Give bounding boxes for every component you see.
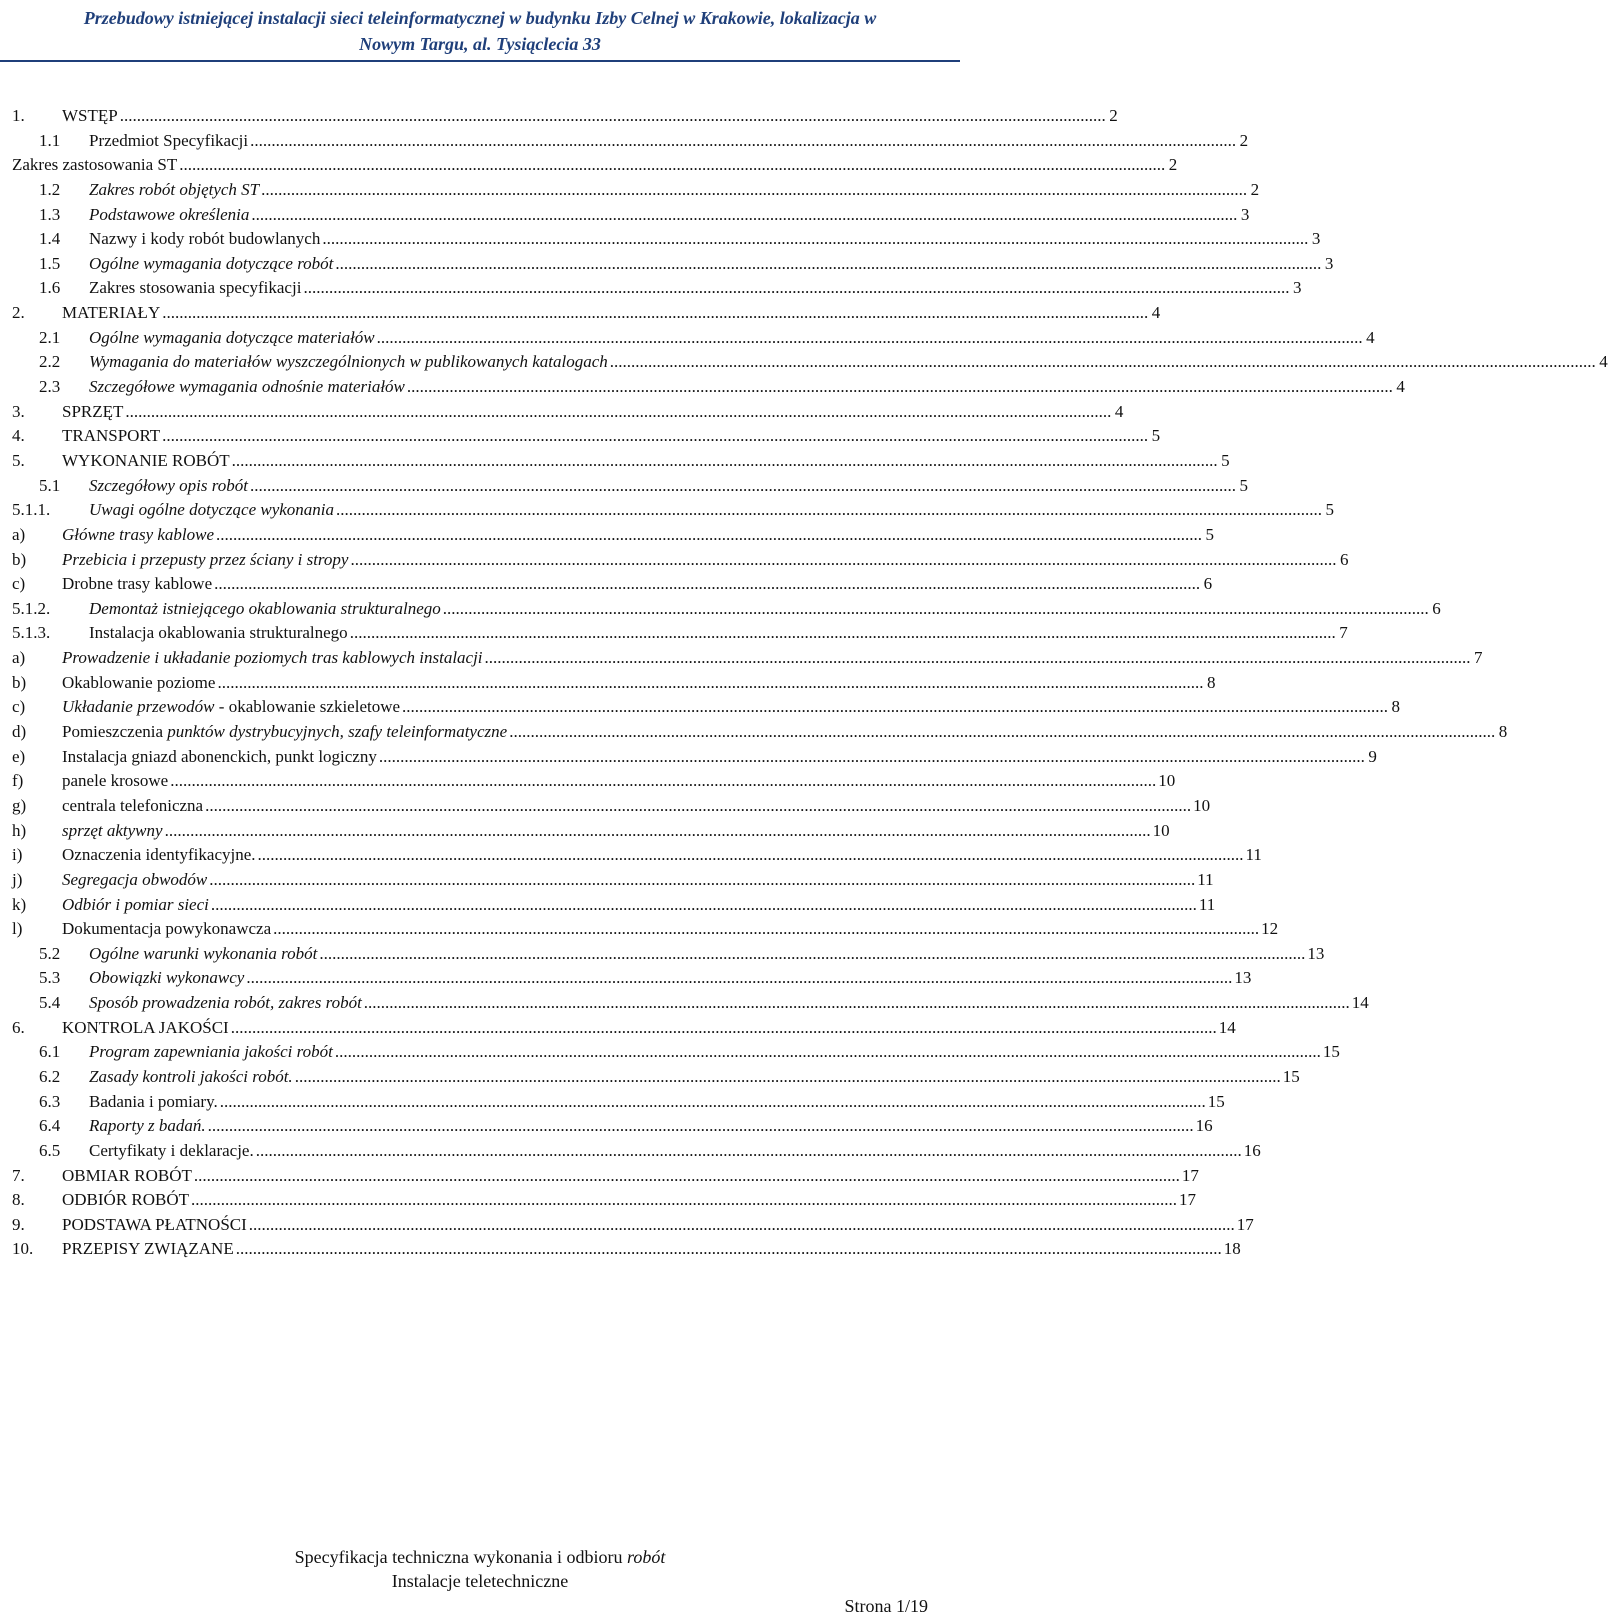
toc-dot-leader xyxy=(379,745,1365,770)
toc-dot-leader xyxy=(216,523,1202,548)
toc-entry-title-part: PRZEPISY ZWIĄZANE xyxy=(62,1239,234,1259)
toc-entry-number: g) xyxy=(12,795,27,815)
toc-entry-title-part: Certyfikaty i deklaracje. xyxy=(89,1140,254,1160)
toc-dot-leader xyxy=(250,129,1236,154)
toc-entry-page: 5 xyxy=(1205,524,1215,544)
toc-entry-title-part: Instalacja okablowania strukturalnego xyxy=(89,623,348,643)
toc-dot-leader xyxy=(261,178,1247,203)
toc-entry-number: 2.2 xyxy=(39,352,61,372)
toc-entry[interactable] xyxy=(12,1016,1236,1041)
toc-entry-page: 16 xyxy=(1195,1116,1213,1136)
toc-dot-leader xyxy=(273,917,1259,942)
toc-entry-page: 18 xyxy=(1223,1239,1241,1259)
table-of-contents xyxy=(12,104,1608,1262)
toc-dot-leader xyxy=(443,597,1429,622)
toc-entry-page: 2 xyxy=(1109,106,1118,125)
toc-entry[interactable] xyxy=(12,178,1260,203)
toc-entry-title-part: ODBIÓR ROBÓT xyxy=(62,1190,190,1210)
toc-dot-leader xyxy=(120,104,1106,129)
toc-entry-title xyxy=(62,819,163,844)
toc-entry[interactable] xyxy=(12,276,1302,301)
header-line-1: Przebudowy istniejącej instalacji sieci teleinformatycznej w budynku Izby Celnej w Krakowie, lokalizacja w xyxy=(83,8,877,28)
toc-entry[interactable] xyxy=(12,252,1334,277)
toc-entry-title-part: Przebicia i przepusty przez ściany i stropy xyxy=(62,549,349,569)
toc-entry-page: 7 xyxy=(1339,623,1348,643)
toc-entry-title-part: Demontaż istniejącego okablowania strukturalnego xyxy=(89,598,441,618)
toc-entry-number: k) xyxy=(12,894,27,914)
toc-dot-leader xyxy=(350,548,1336,573)
toc-entry[interactable] xyxy=(12,1065,1300,1090)
toc-entry-page: 4 xyxy=(1151,303,1161,323)
toc-entry-page: 10 xyxy=(1158,771,1176,791)
toc-entry-number: c) xyxy=(12,574,26,594)
toc-entry-page: 4 xyxy=(1114,401,1124,421)
toc-entry-title xyxy=(62,523,214,548)
toc-entry-number: 5. xyxy=(12,450,25,470)
toc-entry-number: 8. xyxy=(12,1190,25,1210)
toc-entry[interactable] xyxy=(12,1114,1213,1139)
toc-entry-title xyxy=(62,572,212,597)
toc-entry[interactable] xyxy=(12,794,1211,819)
toc-entry-number: e) xyxy=(12,746,26,766)
toc-entry-title xyxy=(62,671,215,696)
toc-entry-title-part: Instalacja gniazd abonenckich, punkt logiczny xyxy=(62,746,377,766)
toc-entry-title-part: Szczegółowy opis robót xyxy=(89,475,248,495)
toc-entry-title xyxy=(62,843,256,868)
toc-dot-leader xyxy=(295,1065,1281,1090)
toc-entry-page: 7 xyxy=(1474,648,1483,668)
toc-entry-title xyxy=(89,991,362,1016)
toc-entry-number: b) xyxy=(12,549,27,569)
toc-entry-title xyxy=(89,326,375,351)
toc-entry[interactable] xyxy=(12,572,1213,597)
toc-entry[interactable] xyxy=(12,474,1248,499)
toc-entry-number: 9. xyxy=(12,1214,25,1234)
toc-dot-leader xyxy=(194,1164,1180,1189)
toc-entry-title xyxy=(89,474,248,499)
toc-entry-number: 1.1 xyxy=(39,130,61,150)
toc-entry-page: 13 xyxy=(1307,943,1325,963)
toc-dot-leader xyxy=(125,400,1111,425)
toc-entry-title xyxy=(89,227,320,252)
toc-entry[interactable] xyxy=(12,129,1249,154)
toc-dot-leader xyxy=(485,646,1471,671)
toc-entry-title xyxy=(89,203,249,228)
toc-entry-page: 5 xyxy=(1151,426,1161,446)
toc-entry-title-part: Program zapewniania jakości robót xyxy=(89,1042,333,1062)
toc-entry[interactable] xyxy=(12,671,1216,696)
toc-entry-number: 6. xyxy=(12,1017,25,1037)
toc-entry-page: 8 xyxy=(1391,697,1401,717)
toc-entry-page: 3 xyxy=(1311,229,1321,249)
toc-entry-title xyxy=(62,449,230,474)
toc-entry[interactable] xyxy=(12,1139,1261,1164)
toc-dot-leader xyxy=(350,621,1336,646)
toc-dot-leader xyxy=(250,474,1236,499)
toc-entry-page: 5 xyxy=(1325,500,1335,520)
toc-entry[interactable] xyxy=(12,523,1215,548)
header-line-2: Nowym Targu, al. Tysiąclecia 33 xyxy=(359,34,601,54)
toc-entry-title xyxy=(62,646,483,671)
toc-entry[interactable] xyxy=(12,375,1405,400)
footer-title xyxy=(0,1545,960,1569)
toc-dot-leader xyxy=(319,942,1305,967)
document-header xyxy=(0,0,960,62)
toc-entry-page: 6 xyxy=(1339,549,1349,569)
toc-dot-leader xyxy=(364,991,1350,1016)
toc-dot-leader xyxy=(208,1114,1194,1139)
toc-entry[interactable] xyxy=(12,597,1441,622)
toc-entry-number: i) xyxy=(12,845,23,865)
toc-entry-title-part: Drobne trasy kablowe xyxy=(62,574,213,594)
toc-entry-title-part: Przedmiot Specyfikacji xyxy=(89,130,249,150)
toc-entry-number: 6.1 xyxy=(39,1042,61,1062)
toc-entry[interactable] xyxy=(12,548,1349,573)
toc-entry-title-part: Oznaczenia identyfikacyjne. xyxy=(62,845,256,865)
toc-entry-title-part: Uwagi ogólne dotyczące wykonania xyxy=(89,500,335,520)
toc-dot-leader xyxy=(256,1139,1242,1164)
toc-entry-title xyxy=(62,301,160,326)
toc-entry-page: 3 xyxy=(1324,253,1334,273)
toc-entry-title xyxy=(89,1090,218,1115)
toc-entry-number: 2.1 xyxy=(39,327,61,347)
toc-entry-title-part: KONTROLA JAKOŚCI xyxy=(62,1017,229,1037)
toc-entry-title xyxy=(89,597,441,622)
toc-entry-number: l) xyxy=(12,919,23,939)
toc-entry-title xyxy=(62,720,507,745)
footer-subtitle: Instalacje teletechniczne xyxy=(391,1571,569,1591)
toc-dot-leader xyxy=(191,1188,1177,1213)
toc-entry[interactable] xyxy=(12,769,1176,794)
toc-entry[interactable] xyxy=(12,1188,1197,1213)
toc-entry[interactable] xyxy=(12,917,1279,942)
toc-dot-leader xyxy=(170,769,1156,794)
toc-entry-page: 15 xyxy=(1282,1066,1300,1086)
toc-dot-leader xyxy=(165,819,1151,844)
toc-entry[interactable] xyxy=(12,104,1118,129)
toc-entry-title-part: Szczegółowe wymagania odnośnie materiałów xyxy=(89,377,405,397)
toc-entry-title-part: Wymagania do materiałów wyszczególnionych w publikowanych katalogach xyxy=(89,352,608,372)
toc-entry-number: 2.3 xyxy=(39,377,61,397)
toc-entry-number: 6.4 xyxy=(39,1116,61,1136)
toc-entry[interactable] xyxy=(12,942,1325,967)
toc-entry-title xyxy=(89,1139,254,1164)
toc-dot-leader xyxy=(220,1090,1206,1115)
toc-entry-title xyxy=(62,769,168,794)
toc-entry-title xyxy=(62,1164,192,1189)
toc-entry-title xyxy=(89,129,248,154)
toc-entry-title-part: WSTĘP xyxy=(62,106,118,125)
toc-entry-title-part: Ogólne wymagania dotyczące robót xyxy=(89,253,334,273)
toc-dot-leader xyxy=(303,276,1289,301)
toc-dot-leader xyxy=(509,720,1495,745)
toc-entry[interactable] xyxy=(12,868,1214,893)
toc-entry-title-part: centrala telefoniczna xyxy=(62,795,204,815)
toc-entry-title xyxy=(89,178,259,203)
toc-entry-title xyxy=(62,548,348,573)
toc-entry-title xyxy=(89,375,405,400)
toc-entry-number: 1.2 xyxy=(39,179,61,199)
toc-dot-leader xyxy=(336,498,1322,523)
toc-entry-title-part: Sposób prowadzenia robót, zakres robót xyxy=(89,993,362,1013)
toc-entry-number: 10. xyxy=(12,1239,34,1259)
toc-entry-title-part: Podstawowe określenia xyxy=(89,204,250,224)
toc-entry-title-part: TRANSPORT xyxy=(62,426,161,446)
toc-entry-title-part: Zakres stosowania specyfikacji xyxy=(89,278,302,298)
toc-dot-leader xyxy=(231,1016,1217,1041)
toc-entry-number: d) xyxy=(12,722,27,742)
toc-entry-number: 5.4 xyxy=(39,993,61,1013)
toc-entry[interactable] xyxy=(12,745,1377,770)
toc-entry-number: a) xyxy=(12,524,26,544)
toc-entry-title-part: OBMIAR ROBÓT xyxy=(62,1165,192,1185)
toc-entry-number: 2. xyxy=(12,303,25,323)
toc-entry-title xyxy=(62,424,160,449)
toc-entry-title-part: Prowadzenie i układanie poziomych tras kablowych instalacji xyxy=(62,648,483,668)
footer-title-italic: robót xyxy=(627,1547,666,1567)
toc-entry-title-part: Nazwy i kody robót budowlanych xyxy=(89,229,321,249)
toc-entry-title-part: Pomieszczenia xyxy=(62,722,168,742)
toc-entry-title xyxy=(89,276,301,301)
toc-entry-title xyxy=(89,498,334,523)
toc-entry-page: 17 xyxy=(1181,1165,1199,1185)
toc-entry-title-part: Obowiązki wykonawcy xyxy=(89,968,245,988)
toc-dot-leader xyxy=(246,966,1232,991)
toc-entry-title xyxy=(62,893,209,918)
toc-entry-title xyxy=(89,1040,333,1065)
toc-entry-number: b) xyxy=(12,672,27,692)
toc-entry-title xyxy=(89,1114,206,1139)
toc-entry[interactable] xyxy=(12,1164,1199,1189)
toc-entry[interactable] xyxy=(12,991,1369,1016)
toc-entry-page: 3 xyxy=(1292,278,1302,298)
toc-entry-page: 4 xyxy=(1366,327,1375,347)
toc-entry[interactable] xyxy=(12,326,1375,351)
toc-entry-page: 17 xyxy=(1236,1214,1254,1234)
toc-entry-number: 3. xyxy=(12,401,25,421)
toc-entry-page: 15 xyxy=(1322,1042,1340,1062)
toc-entry-number: 5.1.1. xyxy=(12,500,51,520)
toc-entry-title xyxy=(62,1016,229,1041)
toc-dot-leader xyxy=(322,227,1308,252)
page-number: Strona 1/19 xyxy=(844,1596,928,1616)
toc-entry[interactable] xyxy=(12,695,1401,720)
toc-dot-leader xyxy=(407,375,1393,400)
toc-entry-title-part: Zakres zastosowania ST xyxy=(12,155,178,175)
toc-entry-title-part: SPRZĘT xyxy=(62,401,124,421)
toc-entry-title-part: Zakres robót objętych ST xyxy=(89,179,260,199)
toc-entry-title xyxy=(62,1237,234,1262)
toc-entry[interactable] xyxy=(12,720,1508,745)
toc-entry-number: 5.1 xyxy=(39,475,61,495)
toc-entry-title xyxy=(62,917,271,942)
toc-entry-page: 6 xyxy=(1203,574,1213,594)
toc-entry-page: 3 xyxy=(1240,204,1250,224)
toc-entry-title-part: Dokumentacja powykonawcza xyxy=(62,919,272,939)
toc-entry-number: 1.5 xyxy=(39,253,61,273)
toc-entry[interactable] xyxy=(12,893,1216,918)
toc-entry-number: f) xyxy=(12,771,24,791)
toc-entry[interactable] xyxy=(12,1237,1241,1262)
toc-entry[interactable] xyxy=(12,843,1262,868)
toc-entry-page: 14 xyxy=(1351,993,1369,1013)
toc-dot-leader xyxy=(236,1237,1222,1262)
toc-entry[interactable] xyxy=(12,966,1252,991)
toc-dot-leader xyxy=(251,203,1237,228)
toc-entry-number: j) xyxy=(12,869,23,889)
toc-entry-title-part: WYKONANIE ROBÓT xyxy=(62,450,230,470)
toc-entry-number: a) xyxy=(12,648,26,668)
toc-entry-page: 5 xyxy=(1221,450,1230,470)
toc-dot-leader xyxy=(162,424,1148,449)
toc-entry[interactable] xyxy=(12,400,1124,425)
toc-entry-title-part: Segregacja obwodów xyxy=(62,869,208,889)
toc-entry-title xyxy=(89,1065,293,1090)
toc-entry-number: 1. xyxy=(12,106,25,125)
toc-entry-number: 1.6 xyxy=(39,278,61,298)
toc-entry-number: 4. xyxy=(12,426,25,446)
toc-entry[interactable] xyxy=(12,350,1608,375)
toc-entry[interactable] xyxy=(12,203,1250,228)
toc-dot-leader xyxy=(377,326,1363,351)
toc-entry-title xyxy=(62,1188,189,1213)
toc-entry-title-part: MATERIAŁY xyxy=(62,303,161,323)
toc-entry-title xyxy=(62,745,377,770)
toc-entry-page: 2 xyxy=(1250,179,1260,199)
toc-entry[interactable] xyxy=(12,1040,1340,1065)
toc-entry[interactable] xyxy=(12,153,1178,178)
toc-entry-title-part: sprzęt aktywny xyxy=(62,820,163,840)
toc-entry-page: 12 xyxy=(1261,919,1279,939)
toc-dot-leader xyxy=(232,449,1218,474)
toc-entry-title-part: punktów dystrybucyjnych, szafy teleinformatyczne xyxy=(167,722,508,742)
toc-entry-title-part: Główne trasy kablowe xyxy=(62,524,215,544)
toc-dot-leader xyxy=(211,893,1197,918)
toc-entry-number: 5.1.3. xyxy=(12,623,51,643)
toc-entry-number: 5.1.2. xyxy=(12,598,51,618)
toc-entry-page: 10 xyxy=(1152,820,1170,840)
toc-entry-number: 6.3 xyxy=(39,1091,61,1111)
toc-entry-number: 7. xyxy=(12,1165,25,1185)
toc-entry-page: 11 xyxy=(1198,894,1216,914)
toc-entry-page: 8 xyxy=(1498,722,1508,742)
toc-entry-title xyxy=(62,400,123,425)
toc-entry-number: c) xyxy=(12,697,26,717)
toc-entry-page: 13 xyxy=(1234,968,1252,988)
toc-entry-title xyxy=(89,621,348,646)
toc-entry-page: 10 xyxy=(1193,795,1211,815)
toc-entry-title xyxy=(89,966,244,991)
toc-dot-leader xyxy=(205,794,1191,819)
toc-entry-number: 1.4 xyxy=(39,229,61,249)
toc-entry-title xyxy=(62,104,118,129)
toc-dot-leader xyxy=(217,671,1203,696)
toc-entry-page: 16 xyxy=(1243,1140,1261,1160)
toc-entry-page: 8 xyxy=(1206,672,1216,692)
toc-entry-number: 1.3 xyxy=(39,204,61,224)
toc-entry-page: 15 xyxy=(1207,1091,1225,1111)
toc-entry-title-part: - okablowanie szkieletowe xyxy=(214,697,401,717)
toc-dot-leader xyxy=(402,695,1388,720)
toc-entry-title xyxy=(89,942,317,967)
toc-entry-page: 5 xyxy=(1239,475,1248,495)
toc-entry[interactable] xyxy=(12,621,1348,646)
toc-entry[interactable] xyxy=(12,424,1161,449)
toc-entry-number: 6.2 xyxy=(39,1066,61,1086)
toc-entry-page: 4 xyxy=(1396,377,1405,397)
toc-entry[interactable] xyxy=(12,227,1321,252)
toc-dot-leader xyxy=(249,1213,1235,1238)
footer-title-prefix: Specyfikacja techniczna wykonania i odbioru xyxy=(294,1547,628,1567)
toc-entry-page: 4 xyxy=(1599,352,1608,372)
toc-entry-title xyxy=(62,868,207,893)
toc-entry-number: h) xyxy=(12,820,27,840)
toc-entry-number: 5.2 xyxy=(39,943,61,963)
toc-entry-title xyxy=(12,153,177,178)
toc-entry-page: 11 xyxy=(1245,845,1262,865)
toc-entry-page: 2 xyxy=(1168,155,1178,175)
toc-entry-number: 5.3 xyxy=(39,968,61,988)
toc-entry-title xyxy=(89,350,608,375)
toc-dot-leader xyxy=(214,572,1200,597)
toc-entry-title-part: PODSTAWA PŁATNOŚCI xyxy=(62,1214,247,1234)
toc-entry-title-part: Zasady kontroli jakości robót. xyxy=(89,1066,293,1086)
toc-entry-title-part: Badania i pomiary. xyxy=(89,1091,218,1111)
toc-entry-page: 2 xyxy=(1239,130,1249,150)
toc-dot-leader xyxy=(179,153,1165,178)
toc-entry-title xyxy=(62,695,400,720)
toc-entry[interactable] xyxy=(12,1090,1225,1115)
toc-entry-title-part: Ogólne warunki wykonania robót xyxy=(89,943,318,963)
toc-dot-leader xyxy=(335,1040,1321,1065)
toc-entry-title-part: Raporty z badań. xyxy=(89,1116,206,1136)
toc-dot-leader xyxy=(162,301,1148,326)
toc-dot-leader xyxy=(258,843,1244,868)
toc-entry-title-part: Okablowanie poziome xyxy=(62,672,216,692)
toc-entry-title-part: panele krosowe xyxy=(62,771,169,791)
toc-entry-title xyxy=(89,252,333,277)
toc-entry-page: 6 xyxy=(1432,598,1441,618)
toc-entry-page: 9 xyxy=(1368,746,1377,766)
toc-entry-title xyxy=(62,794,203,819)
toc-entry-page: 11 xyxy=(1197,869,1214,889)
toc-entry-title-part: Ogólne wymagania dotyczące materiałów xyxy=(89,327,375,347)
toc-entry[interactable] xyxy=(12,1213,1254,1238)
toc-entry[interactable] xyxy=(12,646,1483,671)
toc-entry[interactable] xyxy=(12,301,1161,326)
toc-entry-title-part: Układanie przewodów xyxy=(62,697,215,717)
toc-entry[interactable] xyxy=(12,498,1335,523)
toc-dot-leader xyxy=(335,252,1321,277)
toc-entry-page: 17 xyxy=(1179,1190,1197,1210)
toc-entry-title-part: Odbiór i pomiar sieci xyxy=(62,894,209,914)
toc-entry[interactable] xyxy=(12,819,1170,844)
toc-entry-page: 14 xyxy=(1218,1017,1236,1037)
toc-entry[interactable] xyxy=(12,449,1230,474)
toc-entry-title xyxy=(62,1213,247,1238)
toc-dot-leader xyxy=(610,350,1596,375)
toc-dot-leader xyxy=(209,868,1195,893)
toc-entry-number: 6.5 xyxy=(39,1140,61,1160)
